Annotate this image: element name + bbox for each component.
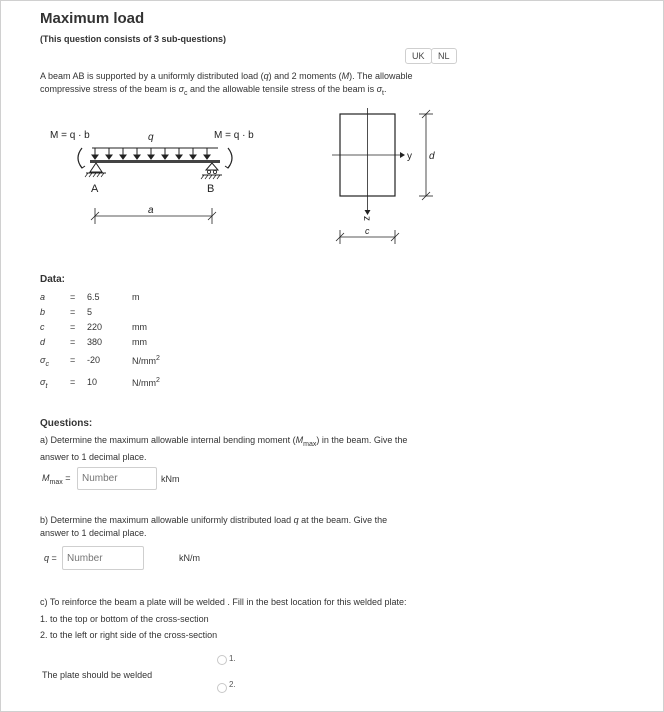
support-b-wheel-right — [213, 170, 216, 173]
question-c-option-1: 1. to the top or bottom of the cross-section — [40, 614, 209, 624]
data-title: Data: — [40, 274, 66, 285]
moment-left-arrowhead — [80, 165, 85, 168]
y-axis-label: y — [407, 151, 412, 162]
support-b-wheel-left — [207, 170, 210, 173]
page-subtitle: (This question consists of 3 sub-questions) — [40, 34, 227, 44]
z-axis-label: z — [361, 216, 372, 221]
moment-left-label: M = q · b — [50, 130, 90, 141]
q-input[interactable] — [62, 546, 144, 570]
span-label: a — [148, 205, 154, 216]
mmax-input-label: $M_{max}$ = — [42, 473, 71, 486]
beam-diagram — [40, 118, 290, 233]
question-c-option-2: 2. to the left or right side of the cross-section — [40, 630, 218, 640]
support-b-roller — [206, 163, 218, 170]
support-a-pin — [90, 163, 102, 172]
y-axis-arrowhead — [400, 152, 405, 158]
mmax-unit: kNm — [161, 474, 180, 484]
language-nl-button[interactable]: NL — [431, 48, 457, 64]
q-input-label: q = — [44, 553, 57, 563]
d-label: d — [429, 151, 435, 162]
radio-option-1[interactable] — [217, 655, 227, 665]
language-uk-button[interactable]: UK — [405, 48, 432, 64]
moment-right-label: M = q · b — [214, 130, 254, 141]
plate-prompt: The plate should be welded — [42, 670, 153, 680]
support-b-hatch — [201, 175, 220, 179]
load-label: q — [148, 132, 154, 143]
radio-option-1-label: 1. — [229, 654, 236, 663]
question-a-text: a) Determine the maximum allowable internal bending moment $(M_{max})$ in the beam. Give the answer to 1 decimal place. — [40, 435, 408, 462]
question-c-text: c) To reinforce the beam a plate will be welded . Fill in the best location for this welded plate: — [40, 597, 407, 607]
problem-description: A beam AB is supported by a uniformly distributed load (q) and 2 moments (M). The allowable compressive stress of the beam is $\sigma_c$ and the allowable tensile stress of the beam is $\sigma_t$. — [40, 71, 413, 97]
c-label: c — [365, 226, 370, 236]
distributed-load-arrows — [92, 148, 210, 159]
beam-body — [90, 160, 220, 163]
support-a-hatch — [85, 173, 104, 177]
page-title: Maximum load — [40, 10, 145, 27]
support-a-label: A — [91, 183, 99, 195]
moment-right-arrowhead — [225, 165, 230, 168]
z-axis-arrowhead — [365, 210, 371, 215]
radio-option-2[interactable] — [217, 683, 227, 693]
radio-option-2-label: 2. — [229, 680, 236, 689]
q-unit: kN/m — [179, 553, 200, 563]
questions-title: Questions: — [40, 418, 93, 429]
mmax-input[interactable] — [77, 467, 157, 490]
support-b-label: B — [207, 183, 215, 195]
question-b-text: b) Determine the maximum allowable uniformly distributed load q at the beam. Give the answer to 1 decimal place. — [40, 515, 388, 538]
cross-section-diagram — [330, 104, 460, 249]
